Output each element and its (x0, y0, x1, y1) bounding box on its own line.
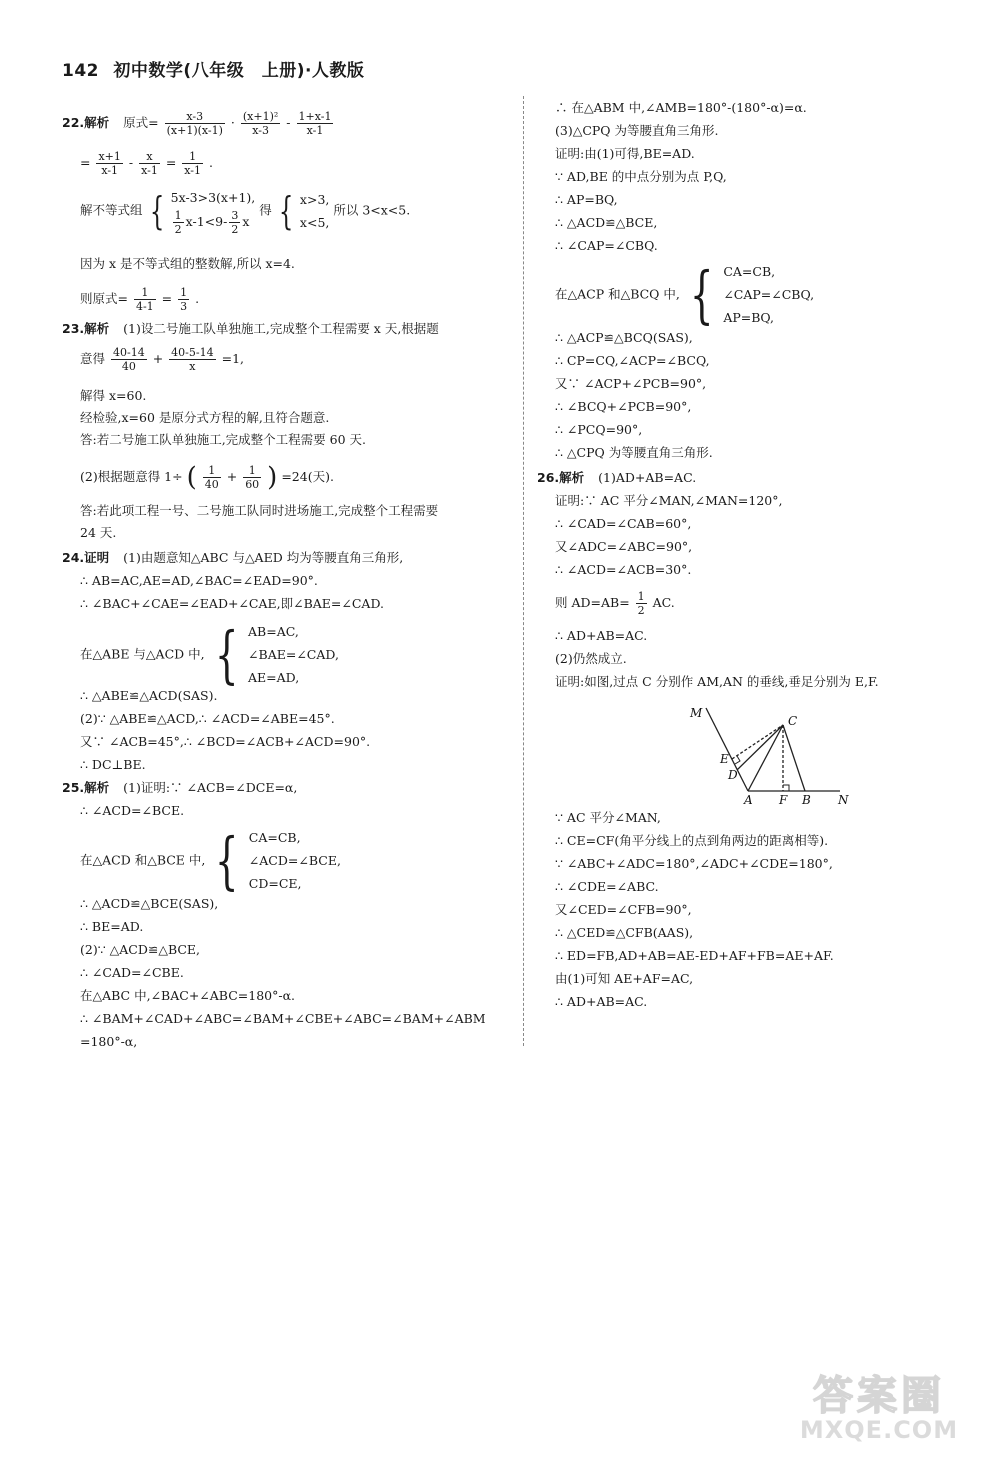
brace: { (689, 257, 714, 331)
brace: { (214, 617, 239, 691)
q23-line-6 (80, 464, 334, 491)
label-e: E (720, 752, 729, 766)
q26-line-3: ∴ ∠CAD=∠CAB=60°, (555, 516, 692, 531)
text: 在△ACD 和△BCE 中, (80, 852, 206, 868)
text: =1, (221, 351, 244, 366)
q26-line-5: ∴ ∠ACD=∠ACB=30°. (555, 562, 692, 577)
label-c: C (788, 714, 798, 728)
fraction: $\frac{40-5-14}{x}$ (171, 346, 214, 373)
q26-line-11: ∴ CE=CF(角平分线上的点到角两边的距离相等). (555, 833, 829, 848)
right-angle-mark-e (735, 756, 740, 764)
text: = (165, 155, 177, 170)
fraction: $\frac{1}{4-1}$ (135, 286, 154, 313)
q23-line-2 (80, 346, 244, 373)
text: =24(天). (281, 469, 334, 484)
q25c-line-9: ∴ △ACP≌△BCQ(SAS), (555, 330, 693, 345)
segment-dc (737, 725, 783, 770)
q25-line-9: ∴ ∠BAM+∠CAD+∠ABC=∠BAM+∠CBE+∠ABC=∠BAM+∠ABM (80, 1011, 486, 1026)
text: 在△ABE 与△ACD 中, (80, 646, 205, 662)
right-angle-mark-f (783, 785, 789, 791)
text: 解不等式组 (80, 202, 143, 218)
segment-bc (783, 725, 805, 791)
q26-label: 26.解析 (537, 470, 585, 485)
label-n: N (838, 793, 849, 807)
text: (1)设二号施工队单独施工,完成整个工程需要 x 天,根据题 (123, 321, 439, 336)
q25c-line-11: 又∵ ∠ACP+∠PCB=90°, (555, 376, 707, 391)
q26-line-2: 证明:∵ AC 平分∠MAN,∠MAN=120°, (555, 493, 783, 508)
fraction: $\frac{1}{60}$ (245, 464, 260, 491)
q22-line-4: 因为 x 是不等式组的整数解,所以 x=4. (80, 256, 295, 271)
text: (1)由题意知△ABC 与△AED 均为等腰直角三角形, (123, 550, 404, 565)
q25c-line-14: ∴ △CPQ 为等腰直角三角形. (555, 445, 713, 460)
q22-label: 22.解析 (62, 115, 110, 130)
text: AC. (652, 595, 675, 610)
text: - (286, 115, 291, 130)
text: . (209, 155, 213, 170)
q24-line-2: ∴ AB=AC,AE=AD,∠BAC=∠EAD=90°. (80, 573, 318, 588)
text: 在△ACP 和△BCQ 中, (555, 286, 680, 302)
q25-line-5: ∴ BE=AD. (80, 919, 144, 934)
q25c-line-1: ∴ 在△ABM 中,∠AMB=180°-(180°-α)=α. (555, 100, 807, 115)
q25c-line-6: ∴ △ACD≌△BCE, (555, 215, 658, 230)
segment-ac (748, 725, 783, 791)
q26-line-8: (2)仍然成立. (555, 651, 627, 666)
q23-line-3: 解得 x=60. (80, 388, 147, 403)
ray-am (706, 708, 748, 791)
fraction: $\frac{x}{x-1}$ (141, 150, 158, 177)
q23-line-8: 24 天. (80, 525, 117, 540)
q23-line-5: 答:若二号施工队单独施工,完成整个工程需要 60 天. (80, 432, 367, 447)
geometry-figure (688, 703, 858, 808)
fraction: $\frac{1}{x-1}$ (184, 150, 202, 177)
page-number: 142 (62, 61, 99, 81)
watermark-logo: 答案圈 (813, 1373, 945, 1419)
text: (1)证明:∵ ∠ACB=∠DCE=α, (123, 780, 298, 795)
q26-line-17: 由(1)可知 AE+AF=AC, (555, 971, 694, 986)
text: 原式= (123, 115, 159, 130)
q26-line-12: ∵ ∠ABC+∠ADC=180°,∠ADC+∠CDE=180°, (555, 856, 833, 871)
q26-line-14: 又∠CED=∠CFB=90°, (555, 902, 692, 917)
brace: { (149, 189, 164, 233)
q22-line-3 (80, 186, 410, 236)
q24-label: 24.证明 (62, 550, 110, 565)
fraction: $\frac{1}{40}$ (204, 464, 219, 491)
label-a: A (744, 793, 753, 807)
text: + (226, 469, 238, 484)
q24-line-1 (62, 550, 403, 566)
q26-line-18: ∴ AD+AB=AC. (555, 994, 648, 1009)
q25-line-2: ∴ ∠ACD=∠BCE. (80, 803, 185, 818)
q23-label: 23.解析 (62, 321, 110, 336)
inequality-system (171, 186, 256, 236)
q26-line-13: ∴ ∠CDE=∠ABC. (555, 879, 659, 894)
watermark (784, 1364, 974, 1446)
brace: { (278, 189, 294, 233)
text: 所以 3<x<5. (333, 202, 411, 218)
q25-line-4: ∴ △ACD≌△BCE(SAS), (80, 896, 219, 911)
fraction: $\frac{1}{3}$ (180, 286, 188, 313)
solution-system: x>3, x<5, (299, 192, 330, 230)
q22-line-5 (80, 286, 199, 313)
column-divider (523, 96, 524, 1046)
q24-line-5: ∴ △ABE≌△ACD(SAS). (80, 688, 218, 703)
q26-line-1 (537, 470, 696, 486)
book-title: 初中数学(八年级 上册)·人教版 (113, 61, 365, 81)
perpendicular-ce (732, 725, 783, 759)
text: 则 AD=AB= (555, 595, 630, 610)
q25c-line-4: ∵ AD,BE 的中点分别为点 P,Q, (555, 169, 727, 184)
q26-line-4: 又∠ADC=∠ABC=90°, (555, 539, 693, 554)
text: 意得 (80, 351, 106, 366)
q22-line-2 (80, 150, 213, 177)
q25c-line-12: ∴ ∠BCQ+∠PCB=90°, (555, 399, 692, 414)
q26-line-16: ∴ ED=FB,AD+AB=AE-ED+AF+FB=AE+AF. (555, 948, 834, 963)
page-header (62, 56, 364, 81)
q23-line-4: 经检验,x=60 是原分式方程的解,且符合题意. (80, 410, 330, 425)
q25c-line-7: ∴ ∠CAP=∠CBQ. (555, 238, 658, 253)
paren: ) (267, 462, 278, 493)
text: 得 (259, 202, 272, 218)
fraction: $\frac{x-3}{(x+1)(x-1)}$ (166, 110, 223, 137)
congruence-conditions: AB=AC, ∠BAE=∠CAD, AE=AD, (248, 624, 339, 685)
text: (1)AD+AB=AC. (598, 470, 697, 485)
text: 则原式= (80, 291, 128, 306)
q25c-line-2: (3)△CPQ 为等腰直角三角形. (555, 123, 719, 138)
q23-line-1 (62, 321, 439, 337)
system-row: 5x-3>3(x+1), (170, 190, 256, 205)
q23-line-7: 答:若此项工程一号、二号施工队同时进场施工,完成整个工程需要 (80, 503, 439, 518)
q25-line-7: ∴ ∠CAD=∠CBE. (80, 965, 184, 980)
q25c-line-5: ∴ AP=BQ, (555, 192, 618, 207)
text: = (161, 291, 173, 306)
label-f: F (779, 793, 788, 807)
q25-label: 25.解析 (62, 780, 110, 795)
text: = (80, 155, 91, 170)
text: · (230, 115, 235, 130)
q25-line-1 (62, 780, 297, 796)
q26-line-6 (555, 590, 675, 617)
congruence-conditions: CA=CB, ∠CAP=∠CBQ, AP=BQ, (723, 264, 815, 325)
watermark-url: MXQE.COM (799, 1416, 959, 1444)
q22-line-1 (62, 110, 335, 137)
fraction: $\frac{\text{(x+1)²}}{x-3}$ (242, 110, 279, 137)
q24-line-6: (2)∵ △ABE≌△ACD,∴ ∠ACD=∠ABE=45°. (80, 711, 335, 726)
fraction: $\frac{40-14}{40}$ (113, 346, 145, 373)
q25-line-3 (80, 823, 341, 897)
label-b: B (802, 793, 811, 807)
fraction: $\frac{x+1}{x-1}$ (98, 150, 121, 177)
q24-line-3: ∴ ∠BAC+∠CAE=∠EAD+∠CAE,即∠BAE=∠CAD. (80, 596, 384, 611)
q24-line-7: 又∵ ∠ACB=45°,∴ ∠BCD=∠ACB+∠ACD=90°. (80, 734, 371, 749)
q25c-line-10: ∴ CP=CQ,∠ACP=∠BCQ, (555, 353, 710, 368)
fraction: $\frac{1}{2}$ (637, 590, 645, 617)
text: - (128, 155, 134, 170)
q24-line-4 (80, 617, 339, 691)
label-d: D (728, 768, 738, 782)
text: + (152, 351, 164, 366)
fraction: $\frac{1+x-1}{x-1}$ (298, 110, 332, 137)
paren: ( (186, 462, 197, 493)
q25-line-8: 在△ABC 中,∠BAC+∠ABC=180°-α. (80, 988, 295, 1003)
text: . (195, 291, 200, 306)
brace: { (215, 823, 239, 897)
q25-line-10: =180°-α, (80, 1034, 138, 1049)
text: (2)根据题意得 1÷ (80, 469, 183, 484)
q26-line-9: 证明:如图,过点 C 分别作 AM,AN 的垂线,垂足分别为 E,F. (555, 674, 879, 689)
label-m: M (690, 706, 703, 720)
q26-line-15: ∴ △CED≌△CFB(AAS), (555, 925, 694, 940)
system-row: $\frac{1}{2}$ x-1<9- $\frac{3}{2}$ x (174, 209, 250, 236)
congruence-conditions: CA=CB, ∠ACD=∠BCE, CD=CE, (248, 830, 341, 891)
q24-line-8: ∴ DC⊥BE. (80, 757, 146, 772)
q25-line-6: (2)∵ △ACD≌△BCE, (80, 942, 201, 957)
q26-line-10: ∵ AC 平分∠MAN, (555, 810, 661, 825)
q25c-line-3: 证明:由(1)可得,BE=AD. (555, 146, 695, 161)
q25c-line-8 (555, 257, 815, 331)
q26-line-7: ∴ AD+AB=AC. (555, 628, 648, 643)
q25c-line-13: ∴ ∠PCQ=90°, (555, 422, 643, 437)
